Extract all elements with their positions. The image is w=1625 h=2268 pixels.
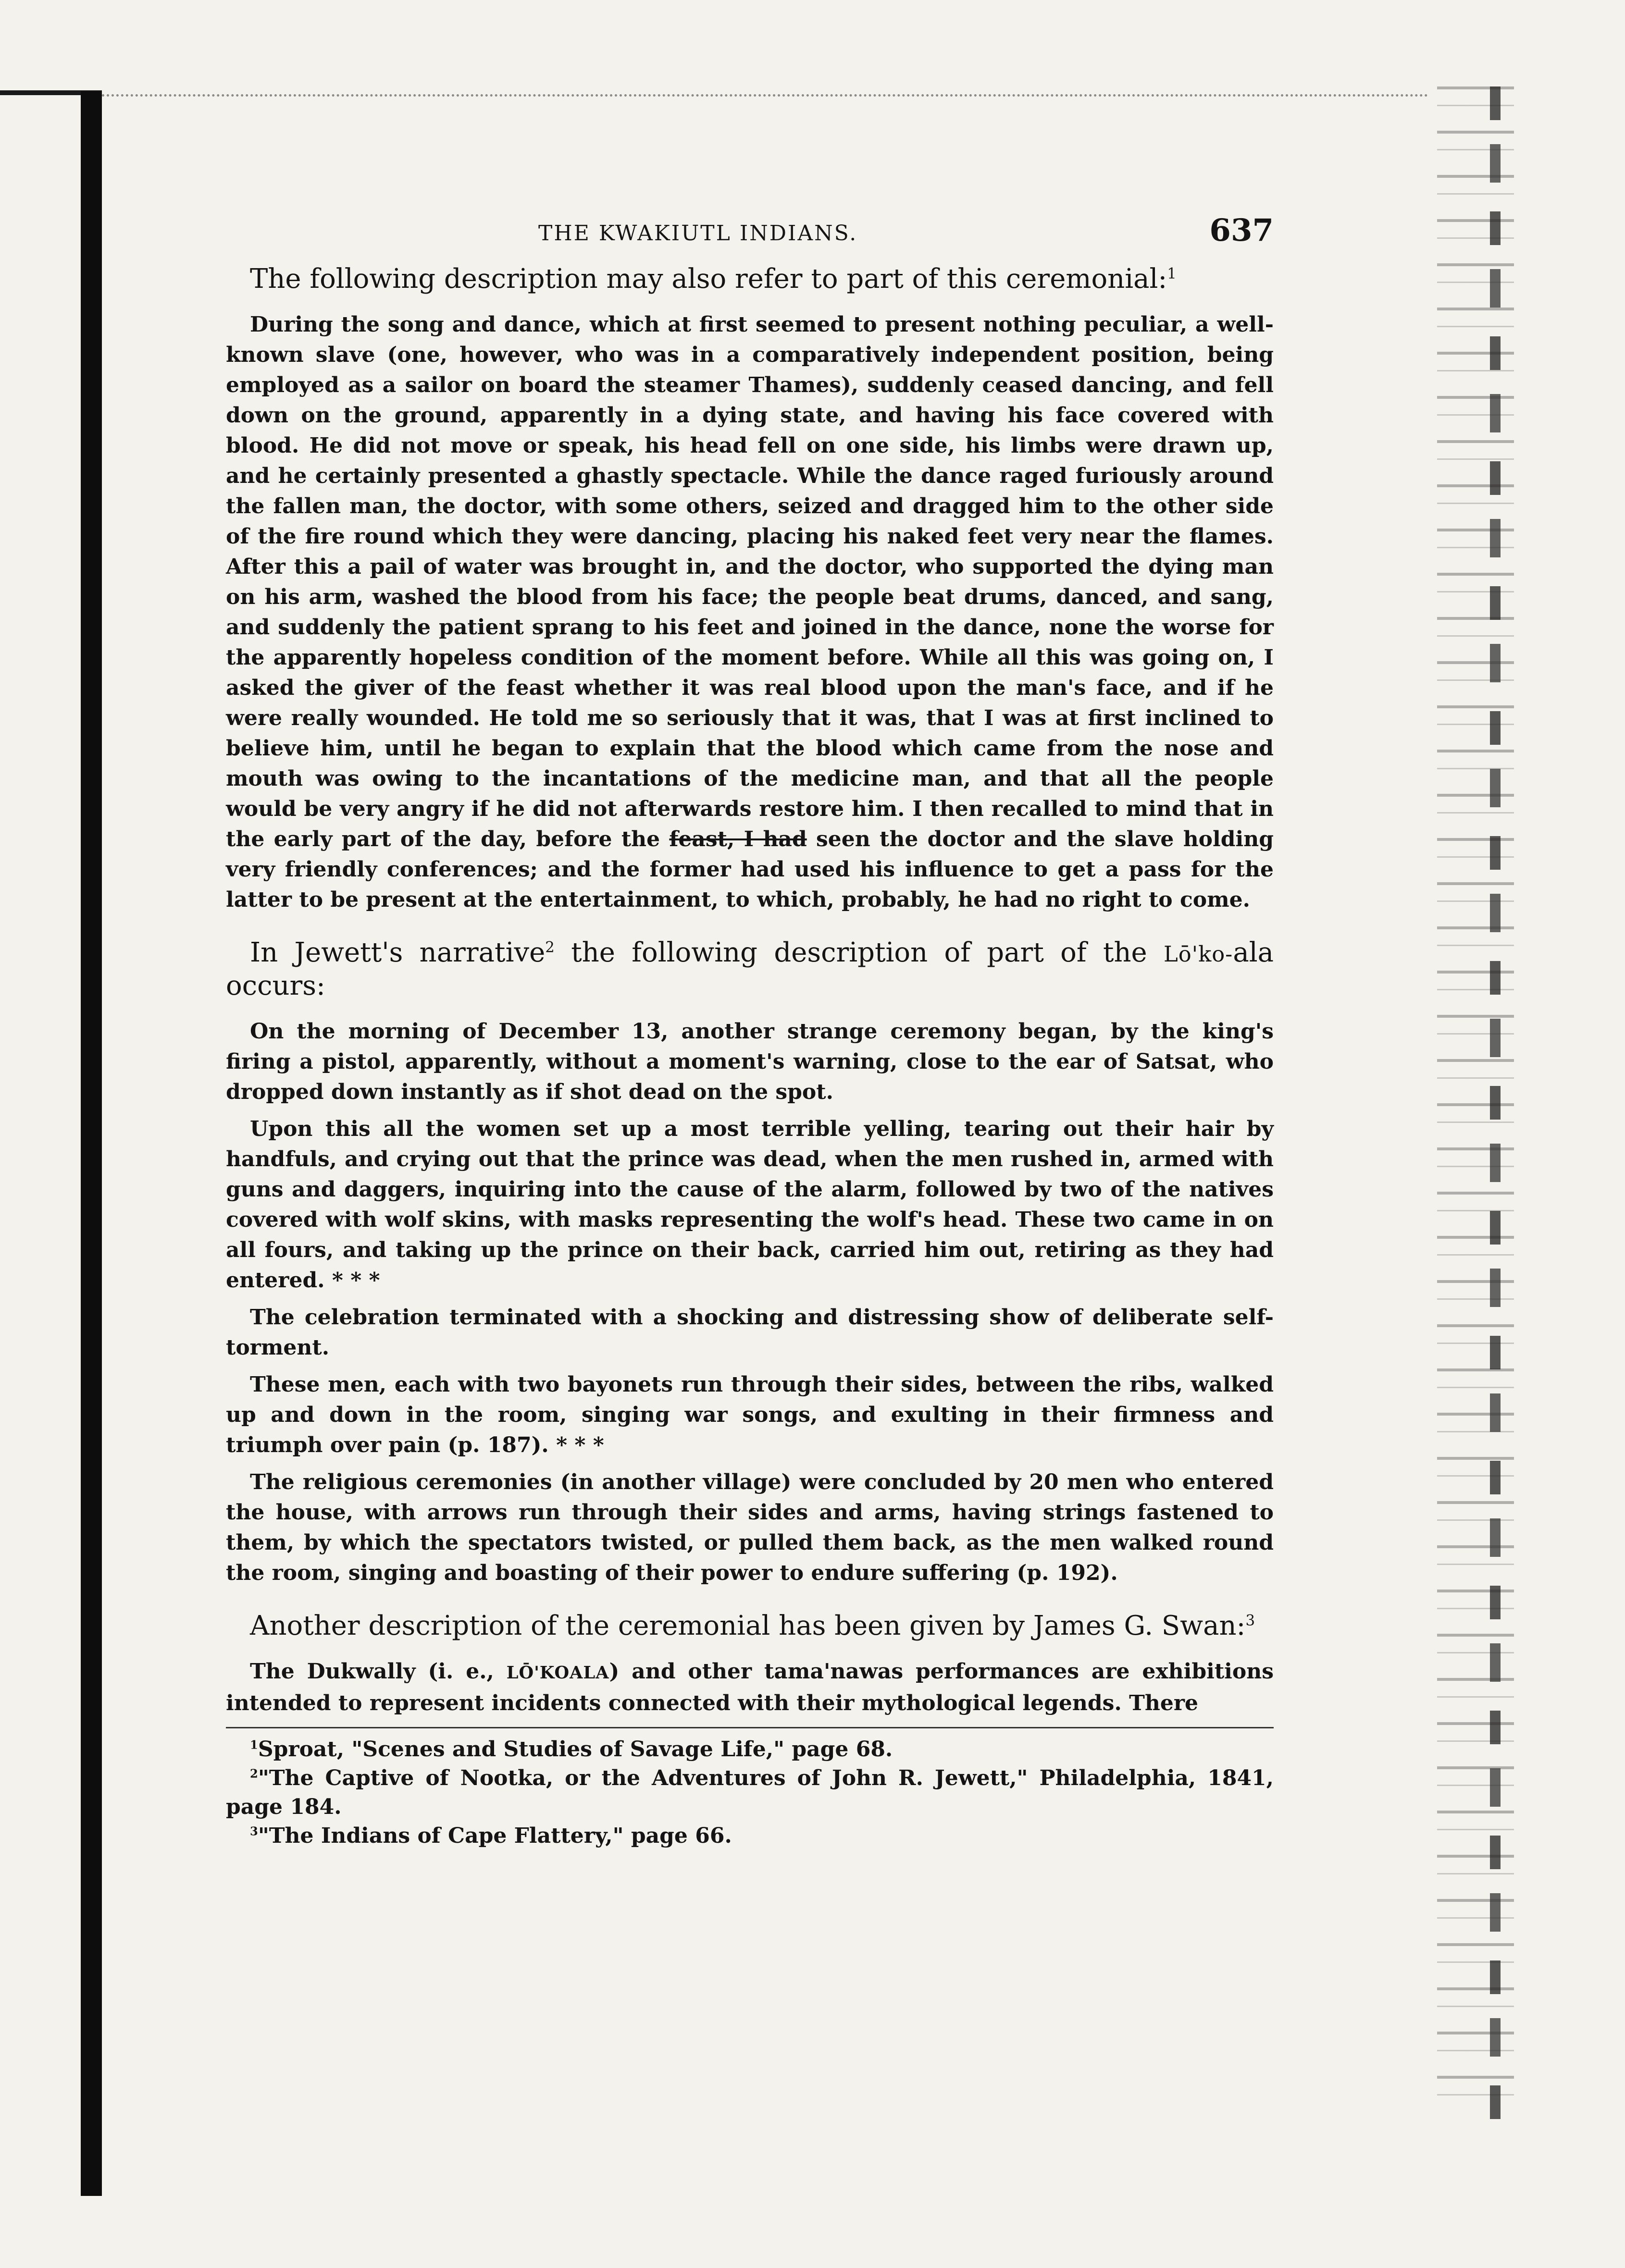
intro-paragraph-3	[226, 1610, 1274, 1642]
intro-2-lead: In Jewett's narrative	[250, 937, 546, 968]
binding-shadow	[81, 91, 102, 2196]
page-body	[226, 207, 1274, 1850]
top-scan-rule	[102, 94, 1428, 97]
footnote-3-number: 3	[250, 1824, 258, 1838]
footnote-divider	[226, 1727, 1274, 1728]
footnote-3-text: "The Indians of Cape Flattery," page 66.	[258, 1824, 732, 1848]
footnote-3	[226, 1822, 1274, 1850]
intro-2-tail: ala occurs:	[226, 937, 1274, 1001]
quote-3-term: LŌ'KOALA	[506, 1663, 609, 1683]
quote-2-paragraph-1: On the morning of December 13, another strange ceremony began, by the king's firing a pistol, apparently, without a moment's warning, close to the ear of Satsat, who dropped down instantly as if shot dead on the spot.	[226, 1019, 1274, 1104]
footnote-2	[226, 1764, 1274, 1822]
running-title: THE KWAKIUTL INDIANS.	[538, 221, 858, 246]
quote-2-paragraph-5: The religious ceremonies (in another village) were concluded by 20 men who entered the house, with arrows run through their sides and arms, having strings fastened to them, by which the spectators twisted, or pulled them back, as the men walked round the room, singing and boasting of their power to endure suffering (p. 192).	[226, 1470, 1274, 1585]
quote-1-struck-text: feast, I had	[669, 827, 807, 851]
page-edge-strip	[1490, 86, 1501, 2129]
quote-1-text-end: seen the doctor and the slave holding very friendly conferences; and the former had used his influence to get a pass for the latter to be present at the entertainment, to which, probably, he had no right to come.	[226, 827, 1274, 912]
footnote-ref-1: 1	[1167, 265, 1177, 283]
footnote-2-number: 2	[250, 1766, 258, 1781]
quote-2-paragraph-2: Upon this all the women set up a most terrible yelling, tearing out their hair by handfuls, and crying out that the prince was dead, when the men rushed in, armed with guns and daggers, inquiring into the cause of the alarm, followed by two of the natives covered with wolf skins, with masks representing the wolf's head. These two came in on all fours, and taking up the prince on their back, carried him out, retiring as they had entered. * * *	[226, 1117, 1274, 1293]
quote-3-lead: The Dukwally (i. e.,	[250, 1659, 494, 1684]
intro-1-text: The following description may also refer to part of this ceremonial:	[250, 263, 1167, 295]
page-number: 637	[1209, 212, 1274, 248]
bleed-through-strip	[1437, 86, 1514, 2114]
quote-1-text: During the song and dance, which at first seemed to present nothing peculiar, a well-known slave (one, however, who was in a comparatively independent position, being employed as a sailor on board the steamer Thames), suddenly ceased dancing, and fell down on the ground, apparently in a dying state, and having his face covered with blood. He did not move or speak, his head fell on one side, his limbs were drawn up, and he certainly presented a ghastly spectacle. While the dance raged furiously around the fallen man, the doctor, with some others, seized and dragged him to the other side of the fire round which they were dancing, placing his naked feet very near the flames. After this a pail of water was brought in, and the doctor, who supported the dying man on his arm, washed the blood from his face; the people beat drums, danced, and sang, and suddenly the patient sprang to his feet and joined in the dance, none the worse for the apparently hopeless condition of the moment before. While all this was going on, I asked the giver of the feast whether it was real blood upon the man's face, and if he were really wounded. He told me so seriously that it was, that I was at first inclined to believe him, until he began to explain that the blood which came from the nose and mouth was owing to the incantations of the medicine man, and that all the people would be very angry if he did not afterwards restore him. I then recalled to mind that in the early part of the day, before the	[226, 312, 1274, 851]
intro-2-term: Lō'ko-	[1164, 941, 1233, 967]
footnote-1	[226, 1735, 1274, 1764]
footnote-2-text: "The Captive of Nootka, or the Adventures of John R. Jewett," Philadelphia, 1841, page 184.	[226, 1766, 1274, 1819]
intro-paragraph-2	[226, 937, 1274, 1002]
quote-2-paragraph-4: These men, each with two bayonets run through their sides, between the ribs, walked up and down in the room, singing war songs, and exulting in their firmness and triumph over pain (p. 187). * * *	[226, 1372, 1274, 1457]
quote-block-1	[226, 309, 1274, 915]
footnote-1-number: 1	[250, 1738, 258, 1752]
quote-2-paragraph-3: The celebration terminated with a shocking and distressing show of deliberate self-torment.	[226, 1305, 1274, 1360]
quote-3-tail: ) and other tama'nawas performances are exhibitions intended to represent incidents connected with their mythological legends. There	[226, 1659, 1274, 1715]
intro-paragraph-1	[226, 263, 1274, 295]
quote-block-3	[226, 1656, 1274, 1718]
running-head	[226, 207, 1274, 255]
intro-2-middle: the following description of part of the	[571, 937, 1147, 968]
footnote-ref-2: 2	[545, 938, 555, 956]
footnote-1-text: Sproat, "Scenes and Studies of Savage Life," page 68.	[258, 1737, 893, 1762]
intro-3-text: Another description of the ceremonial has been given by James G. Swan:	[250, 1610, 1246, 1641]
footnote-ref-3: 3	[1245, 1612, 1255, 1629]
